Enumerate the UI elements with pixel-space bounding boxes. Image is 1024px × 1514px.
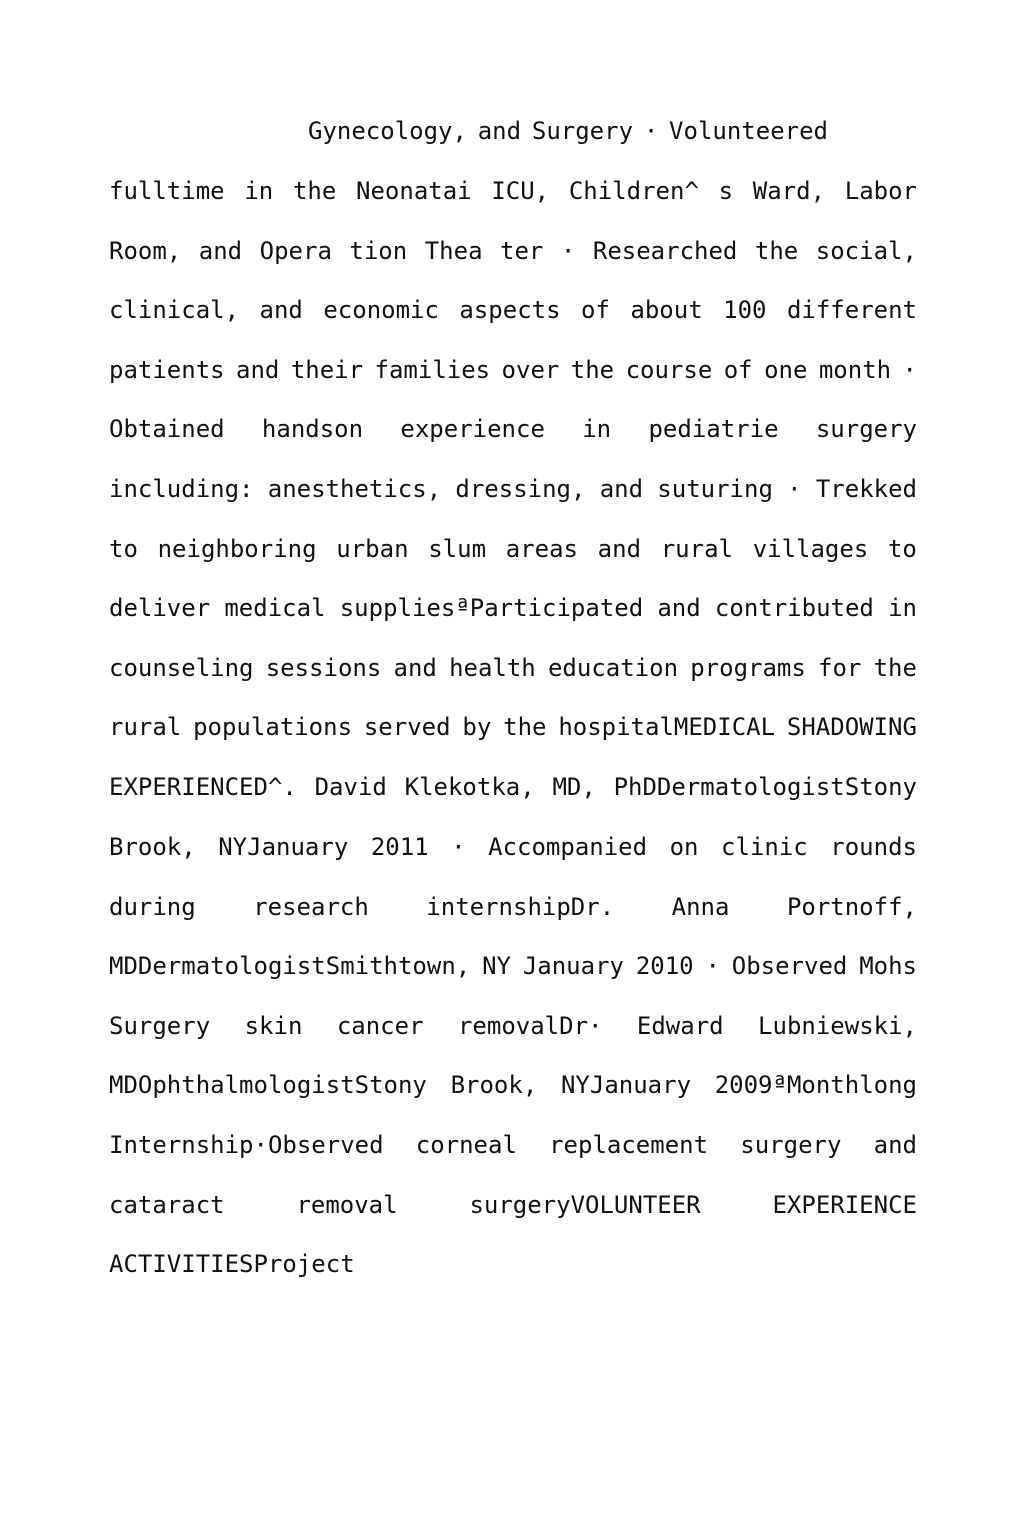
text-word: and [198, 237, 243, 265]
text-word: · [705, 952, 720, 980]
text-word: MDOphthalmologistStony [109, 1071, 427, 1099]
text-word: 2011 [370, 833, 429, 861]
text-line [109, 532, 917, 566]
text-line [109, 591, 917, 625]
text-word: course [625, 356, 713, 384]
text-word: and [393, 654, 437, 682]
text-word: Children^ [568, 177, 699, 205]
text-word: tion [349, 237, 408, 265]
text-line [109, 472, 917, 506]
text-word: and [259, 296, 303, 324]
text-word: villages [752, 535, 869, 563]
text-word: Internship·Observed [109, 1131, 384, 1159]
text-word: handson [261, 415, 364, 443]
text-word: Surgery [531, 117, 634, 145]
text-word: NYJanuary [218, 833, 349, 861]
text-line [109, 412, 917, 446]
text-line [109, 1068, 917, 1102]
text-word: clinic [721, 833, 808, 861]
text-word: ICU, [491, 177, 550, 205]
text-word: education [547, 654, 679, 682]
text-word: served [363, 713, 451, 741]
text-line [109, 1009, 917, 1043]
text-line: ACTIVITIESProject [109, 1250, 355, 1278]
text-word: 2009ªMonthlong [714, 1071, 917, 1099]
text-word: and [657, 594, 701, 622]
text-line [109, 710, 917, 744]
text-word: Accompanied [488, 833, 648, 861]
text-word: Labor [844, 177, 917, 205]
text-word: Neonatai [356, 177, 472, 205]
text-word: of [723, 356, 753, 384]
text-word: anesthetics, [267, 475, 442, 503]
text-word: in [582, 415, 612, 443]
text-word: by [462, 713, 492, 741]
text-word: Edward [636, 1012, 724, 1040]
text-word: skin [244, 1012, 303, 1040]
text-word: clinical, [109, 296, 240, 324]
text-word: month [818, 356, 892, 384]
text-word: in [888, 594, 917, 622]
text-word: programs [690, 654, 806, 682]
text-word: Klekotka, [404, 773, 535, 801]
text-word: Brook, [109, 833, 196, 861]
text-word: suppliesªParticipated [339, 594, 644, 622]
text-word: slum [428, 535, 487, 563]
text-word: sessions [265, 654, 382, 682]
text-word: rural [109, 713, 182, 741]
text-word: Room, [109, 237, 182, 265]
text-word: and [236, 356, 280, 384]
text-line [109, 353, 917, 387]
text-line [308, 114, 828, 148]
text-word: aspects [459, 296, 561, 324]
text-word: Portnoff, [786, 893, 917, 921]
text-word: including: [109, 475, 254, 503]
text-word: and [873, 1131, 917, 1159]
text-word: · [643, 117, 659, 145]
text-word: Brook, [450, 1071, 538, 1099]
text-word: cataract [109, 1191, 225, 1219]
text-word: · [560, 237, 576, 265]
text-word: and [599, 475, 644, 503]
text-line [109, 651, 917, 685]
text-word: to [109, 535, 138, 563]
text-word: and [477, 117, 522, 145]
text-word: internshipDr. [426, 893, 615, 921]
text-word: for [818, 654, 862, 682]
text-word: January [522, 952, 624, 980]
text-word: of [581, 296, 610, 324]
text-word: · [902, 356, 917, 384]
text-word: Mohs [859, 952, 917, 980]
text-word: NYJanuary [560, 1071, 692, 1099]
text-word: one [764, 356, 808, 384]
text-word: Surgery [109, 1012, 211, 1040]
text-word: urban [336, 535, 409, 563]
text-line [109, 949, 917, 983]
text-word: experience [400, 415, 545, 443]
text-word: Opera [259, 237, 332, 265]
text-word: populations [193, 713, 353, 741]
text-word: David [314, 773, 387, 801]
text-word: PhDDermatologistStony [613, 773, 917, 801]
text-line [109, 1188, 917, 1222]
text-word: Gynecology, [308, 117, 467, 145]
text-line [109, 1128, 917, 1162]
text-word: dressing, [455, 475, 586, 503]
text-word: the [754, 237, 799, 265]
text-word: patients [109, 356, 225, 384]
text-word: Ward, [752, 177, 826, 205]
text-word: surgery [815, 415, 917, 443]
text-word: rounds [830, 833, 917, 861]
text-word: counseling [109, 654, 254, 682]
text-word: Observed [731, 952, 848, 980]
text-word: social, [815, 237, 917, 265]
text-word: the [570, 356, 615, 384]
text-word: their [290, 356, 364, 384]
text-line [109, 890, 917, 924]
text-word: during [109, 893, 196, 921]
text-word: surgery [740, 1131, 842, 1159]
text-word: pediatrie [648, 415, 779, 443]
text-word: removal [296, 1191, 398, 1219]
text-word: ter [500, 237, 544, 265]
text-line [109, 830, 917, 864]
text-word: EXPERIENCE [772, 1191, 917, 1219]
text-word: MDDermatologistSmithtown, [109, 952, 471, 980]
text-word: on [669, 833, 699, 861]
text-word: Lubniewski, [758, 1012, 917, 1040]
text-word: MD, [552, 773, 596, 801]
text-word: the [503, 713, 547, 741]
text-word: and [597, 535, 642, 563]
text-word: in [244, 177, 274, 205]
text-line [109, 770, 917, 804]
text-word: fulltime [109, 177, 225, 205]
text-word: research [253, 893, 369, 921]
text-word: SHADOWING [786, 713, 917, 741]
text-word: economic [323, 296, 439, 324]
text-word: Volunteered [669, 117, 828, 145]
text-word: replacement [549, 1131, 709, 1159]
text-word: cancer [336, 1012, 424, 1040]
text-word: deliver [109, 594, 211, 622]
text-word: · [451, 833, 466, 861]
text-word: over [501, 356, 560, 384]
text-word: s [718, 177, 734, 205]
text-word: families [374, 356, 491, 384]
text-word: Obtained [109, 415, 225, 443]
text-word: Thea [424, 237, 483, 265]
text-word: rural [660, 535, 733, 563]
text-word: 2010 [635, 952, 694, 980]
text-word: removalDr· [457, 1012, 603, 1040]
text-word: corneal [415, 1131, 517, 1159]
text-word: the [873, 654, 917, 682]
text-word: EXPERIENCED^. [109, 773, 297, 801]
text-word: about [630, 296, 703, 324]
text-word: the [292, 177, 337, 205]
text-word: Trekked [815, 475, 917, 503]
text-line [109, 174, 917, 208]
text-word: NY [482, 952, 511, 980]
text-word: · [787, 475, 802, 503]
text-word: contributed [714, 594, 874, 622]
text-line [109, 293, 917, 327]
text-word: to [887, 535, 917, 563]
text-word: 100 [723, 296, 767, 324]
text-word: suturing [657, 475, 773, 503]
text-word: neighboring [157, 535, 317, 563]
text-word: health [449, 654, 536, 682]
text-line [109, 234, 917, 268]
text-word: different [786, 296, 917, 324]
text-word: Anna [671, 893, 730, 921]
text-word: Researched [592, 237, 738, 265]
text-word: surgeryVOLUNTEER [469, 1191, 701, 1219]
text-word: areas [505, 535, 578, 563]
text-word: hospitalMEDICAL [558, 713, 776, 741]
text-word: medical [224, 594, 326, 622]
